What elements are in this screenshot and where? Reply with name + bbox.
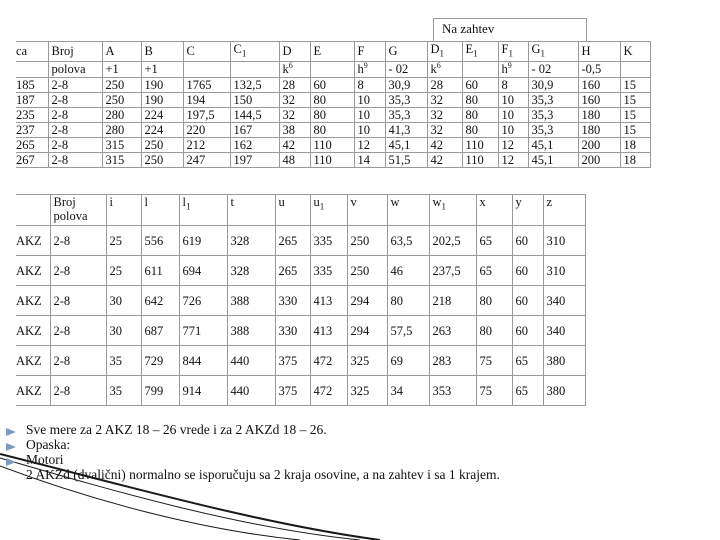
- table-cell: 144,5: [230, 107, 279, 122]
- table-cell: 265: [275, 256, 310, 286]
- table-cell: 69: [387, 346, 429, 376]
- table-cell: 28: [427, 77, 462, 92]
- bullet-icon: [6, 443, 16, 451]
- table-cell: 80: [462, 122, 498, 137]
- table-cell: AKZ: [16, 226, 50, 256]
- table-cell: 388: [227, 286, 275, 316]
- table-cell: 32: [427, 107, 462, 122]
- table-cell: AKZ: [16, 286, 50, 316]
- table-cell: 60: [512, 316, 543, 346]
- header-row: [16, 195, 585, 226]
- table-cell: 12: [498, 152, 528, 167]
- table-cell: 35,3: [528, 107, 578, 122]
- table-cell: -0,5: [578, 61, 620, 77]
- table-row: [16, 316, 585, 346]
- dimensions-table-2: [16, 194, 586, 406]
- table-cell: 48: [279, 152, 310, 167]
- table-cell: 51,5: [385, 152, 427, 167]
- table-cell: 247: [183, 152, 230, 167]
- subheader-row: [16, 61, 650, 77]
- table-cell: 237: [16, 122, 48, 137]
- table-cell: 110: [310, 137, 354, 152]
- table-cell: - 02: [385, 61, 427, 77]
- table-cell: v: [347, 195, 387, 226]
- table-cell: 263: [429, 316, 476, 346]
- table-row: [16, 152, 650, 167]
- table-cell: 220: [183, 122, 230, 137]
- table-cell: 180: [578, 122, 620, 137]
- table-cell: $D_1$: [427, 42, 462, 62]
- table-cell: 42: [279, 137, 310, 152]
- table-cell: 160: [578, 92, 620, 107]
- table-cell: 619: [179, 226, 227, 256]
- table-cell: 12: [498, 137, 528, 152]
- table-cell: 110: [462, 152, 498, 167]
- table-cell: 2-8: [48, 137, 102, 152]
- table-cell: 60: [310, 77, 354, 92]
- table-cell: 60: [512, 256, 543, 286]
- table-cell: 197,5: [183, 107, 230, 122]
- table-cell: 32: [427, 92, 462, 107]
- table-cell: 2-8: [48, 77, 102, 92]
- table-cell: A: [102, 42, 141, 62]
- table-cell: 250: [141, 137, 183, 152]
- table-cell: 265: [275, 226, 310, 256]
- table-cell: 132,5: [230, 77, 279, 92]
- table-cell: D: [279, 42, 310, 62]
- table-cell: AKZ: [16, 256, 50, 286]
- table-cell: 328: [227, 256, 275, 286]
- table-cell: $h^9$: [498, 61, 528, 77]
- table-cell: $h^9$: [354, 61, 385, 77]
- table-cell: 32: [279, 107, 310, 122]
- table-cell: 315: [102, 137, 141, 152]
- table-cell: 556: [141, 226, 179, 256]
- table-cell: [620, 61, 650, 77]
- table-cell: 60: [462, 77, 498, 92]
- table-cell: 10: [498, 122, 528, 137]
- table-cell: 224: [141, 107, 183, 122]
- table-cell: AKZ: [16, 376, 50, 406]
- table-cell: 310: [543, 256, 585, 286]
- table-cell: 250: [347, 256, 387, 286]
- table-cell: x: [476, 195, 512, 226]
- table-cell: 283: [429, 346, 476, 376]
- table-cell: 167: [230, 122, 279, 137]
- table-cell: 250: [141, 152, 183, 167]
- table-cell: [230, 61, 279, 77]
- table-cell: $C_1$: [230, 42, 279, 62]
- on-request-label: Na zahtev: [433, 18, 587, 41]
- table-cell: 60: [512, 286, 543, 316]
- table-cell: 380: [543, 346, 585, 376]
- table-cell: 2-8: [48, 152, 102, 167]
- table-cell: 10: [498, 92, 528, 107]
- table-cell: 265: [16, 137, 48, 152]
- table-cell: 280: [102, 122, 141, 137]
- table-cell: 914: [179, 376, 227, 406]
- table-cell: G: [385, 42, 427, 62]
- table-cell: 30: [106, 316, 141, 346]
- table-cell: 190: [141, 77, 183, 92]
- table-cell: 190: [141, 92, 183, 107]
- table-cell: 35,3: [385, 107, 427, 122]
- table-cell: 30,9: [528, 77, 578, 92]
- table-cell: +1: [102, 61, 141, 77]
- table-cell: 280: [102, 107, 141, 122]
- table-cell: 2-8: [48, 92, 102, 107]
- table-cell: 15: [620, 92, 650, 107]
- table-cell: 45,1: [528, 152, 578, 167]
- table-cell: 380: [543, 376, 585, 406]
- table-cell: 237,5: [429, 256, 476, 286]
- table-cell: 315: [102, 152, 141, 167]
- table-cell: 32: [427, 122, 462, 137]
- table-cell: 8: [498, 77, 528, 92]
- table-cell: 2-8: [48, 122, 102, 137]
- table-cell: 328: [227, 226, 275, 256]
- table-cell: E: [310, 42, 354, 62]
- table-cell: 267: [16, 152, 48, 167]
- table-cell: $F_1$: [498, 42, 528, 62]
- table-cell: 80: [387, 286, 429, 316]
- table-cell: 294: [347, 316, 387, 346]
- table-cell: 80: [310, 92, 354, 107]
- table-cell: 375: [275, 376, 310, 406]
- table-cell: Broj polova: [50, 195, 106, 226]
- table-cell: 799: [141, 376, 179, 406]
- table-cell: polova: [48, 61, 102, 77]
- table-cell: 42: [427, 137, 462, 152]
- table-cell: 25: [106, 226, 141, 256]
- table-cell: 335: [310, 226, 347, 256]
- table-cell: 15: [620, 122, 650, 137]
- table-cell: 218: [429, 286, 476, 316]
- table-cell: 335: [310, 256, 347, 286]
- table-cell: 325: [347, 376, 387, 406]
- table-cell: 65: [476, 226, 512, 256]
- table-cell: 10: [498, 107, 528, 122]
- header-row: [16, 42, 650, 62]
- table-cell: 75: [476, 376, 512, 406]
- table-cell: 642: [141, 286, 179, 316]
- table-cell: 2-8: [50, 286, 106, 316]
- table-cell: 250: [102, 77, 141, 92]
- table-cell: 35,3: [385, 92, 427, 107]
- table-row: [16, 122, 650, 137]
- table-cell: 35,3: [528, 122, 578, 137]
- table-cell: 340: [543, 316, 585, 346]
- table-cell: [183, 61, 230, 77]
- table-cell: 30,9: [385, 77, 427, 92]
- table-cell: 2-8: [50, 256, 106, 286]
- table-cell: 340: [543, 286, 585, 316]
- table-cell: 200: [578, 137, 620, 152]
- table-cell: $E_1$: [462, 42, 498, 62]
- bullet-icon: [6, 428, 16, 436]
- table-cell: l: [141, 195, 179, 226]
- table-cell: 32: [279, 92, 310, 107]
- table-cell: F: [354, 42, 385, 62]
- table-cell: 694: [179, 256, 227, 286]
- table-cell: 687: [141, 316, 179, 346]
- table-cell: 2-8: [50, 316, 106, 346]
- table-cell: 42: [427, 152, 462, 167]
- note-remark-label: Opaska:: [26, 437, 71, 452]
- table-cell: 80: [476, 316, 512, 346]
- table-cell: t: [227, 195, 275, 226]
- table-cell: 80: [310, 122, 354, 137]
- dimensions-table-1: [16, 41, 651, 168]
- table-cell: 25: [106, 256, 141, 286]
- table-cell: 353: [429, 376, 476, 406]
- table-cell: 162: [230, 137, 279, 152]
- table-cell: 224: [141, 122, 183, 137]
- table-cell: 150: [230, 92, 279, 107]
- table-cell: 45,1: [528, 137, 578, 152]
- table-cell: 185: [16, 77, 48, 92]
- table-cell: $G_1$: [528, 42, 578, 62]
- table-cell: 2-8: [50, 376, 106, 406]
- table-cell: AKZ: [16, 346, 50, 376]
- table-cell: 294: [347, 286, 387, 316]
- table-cell: 388: [227, 316, 275, 346]
- table-cell: i: [106, 195, 141, 226]
- table-cell: ca: [16, 42, 48, 62]
- table-cell: 729: [141, 346, 179, 376]
- table-cell: 80: [462, 92, 498, 107]
- note-dimensions: Sve mere za 2 AKZ 18 – 26 vrede i za 2 AKZd 18 – 26.: [26, 422, 327, 437]
- table-cell: 330: [275, 316, 310, 346]
- table-cell: [16, 195, 50, 226]
- table-cell: 35: [106, 376, 141, 406]
- table-cell: 330: [275, 286, 310, 316]
- table-cell: [16, 61, 48, 77]
- table-row: [16, 137, 650, 152]
- table-cell: 18: [620, 137, 650, 152]
- table-cell: 65: [512, 376, 543, 406]
- table-cell: B: [141, 42, 183, 62]
- table-cell: [462, 61, 498, 77]
- table-cell: 472: [310, 376, 347, 406]
- table-row: [16, 346, 585, 376]
- table-cell: 65: [512, 346, 543, 376]
- table-cell: 325: [347, 346, 387, 376]
- table-cell: 80: [476, 286, 512, 316]
- table-row: [16, 226, 585, 256]
- table-cell: y: [512, 195, 543, 226]
- table-cell: 200: [578, 152, 620, 167]
- table-row: [16, 77, 650, 92]
- table-cell: 46: [387, 256, 429, 286]
- table-cell: $k^6$: [279, 61, 310, 77]
- table-cell: 34: [387, 376, 429, 406]
- table-cell: 57,5: [387, 316, 429, 346]
- table-cell: 75: [476, 346, 512, 376]
- table-cell: AKZ: [16, 316, 50, 346]
- table-cell: 63,5: [387, 226, 429, 256]
- table-cell: w: [387, 195, 429, 226]
- table-cell: 15: [620, 77, 650, 92]
- table-cell: 2-8: [50, 346, 106, 376]
- table-cell: 38: [279, 122, 310, 137]
- table-row: [16, 376, 585, 406]
- table-cell: 413: [310, 286, 347, 316]
- table-cell: 202,5: [429, 226, 476, 256]
- table-cell: 110: [310, 152, 354, 167]
- table-cell: $l_1$: [179, 195, 227, 226]
- table-cell: 30: [106, 286, 141, 316]
- table-cell: 110: [462, 137, 498, 152]
- table-cell: 212: [183, 137, 230, 152]
- table-cell: 771: [179, 316, 227, 346]
- table-cell: 35,3: [528, 92, 578, 107]
- table-cell: 10: [354, 122, 385, 137]
- table-cell: 28: [279, 77, 310, 92]
- table-cell: 197: [230, 152, 279, 167]
- table-cell: $u_1$: [310, 195, 347, 226]
- table-cell: 80: [462, 107, 498, 122]
- table-cell: 472: [310, 346, 347, 376]
- table-cell: 310: [543, 226, 585, 256]
- table-cell: 35: [106, 346, 141, 376]
- table-cell: 187: [16, 92, 48, 107]
- table-row: [16, 286, 585, 316]
- table-cell: Broj: [48, 42, 102, 62]
- table-cell: 440: [227, 346, 275, 376]
- table-cell: 2-8: [50, 226, 106, 256]
- table-cell: 440: [227, 376, 275, 406]
- table-cell: 160: [578, 77, 620, 92]
- table-cell: 235: [16, 107, 48, 122]
- table-cell: 1765: [183, 77, 230, 92]
- table-cell: 41,3: [385, 122, 427, 137]
- notes-block: [26, 422, 500, 482]
- table-cell: 12: [354, 137, 385, 152]
- table-cell: 611: [141, 256, 179, 286]
- table-cell: 194: [183, 92, 230, 107]
- table-cell: 413: [310, 316, 347, 346]
- table-cell: $w_1$: [429, 195, 476, 226]
- table-cell: z: [543, 195, 585, 226]
- table-cell: 8: [354, 77, 385, 92]
- table-cell: 375: [275, 346, 310, 376]
- table-cell: 80: [310, 107, 354, 122]
- table-cell: 45,1: [385, 137, 427, 152]
- table-cell: C: [183, 42, 230, 62]
- table-cell: 180: [578, 107, 620, 122]
- note-shaft-ends: 2 AKZd (dvalični) normalno se isporučuju sa 2 kraja osovine, a na zahtev i sa 1 krajem.: [26, 467, 500, 482]
- table-cell: u: [275, 195, 310, 226]
- table-cell: 10: [354, 107, 385, 122]
- bullet-icon: [6, 458, 16, 466]
- table-cell: 10: [354, 92, 385, 107]
- table-cell: +1: [141, 61, 183, 77]
- table-row: [16, 256, 585, 286]
- table-cell: 14: [354, 152, 385, 167]
- table-cell: 18: [620, 152, 650, 167]
- table-row: [16, 92, 650, 107]
- note-motors: Motori: [26, 452, 64, 467]
- table-cell: 60: [512, 226, 543, 256]
- table-cell: $k^6$: [427, 61, 462, 77]
- table-cell: 726: [179, 286, 227, 316]
- table-cell: [310, 61, 354, 77]
- table-cell: - 02: [528, 61, 578, 77]
- table-row: [16, 107, 650, 122]
- table-cell: 250: [347, 226, 387, 256]
- table-cell: 250: [102, 92, 141, 107]
- table-cell: 2-8: [48, 107, 102, 122]
- table-cell: 844: [179, 346, 227, 376]
- table-cell: 65: [476, 256, 512, 286]
- table-cell: K: [620, 42, 650, 62]
- table-cell: H: [578, 42, 620, 62]
- table-cell: 15: [620, 107, 650, 122]
